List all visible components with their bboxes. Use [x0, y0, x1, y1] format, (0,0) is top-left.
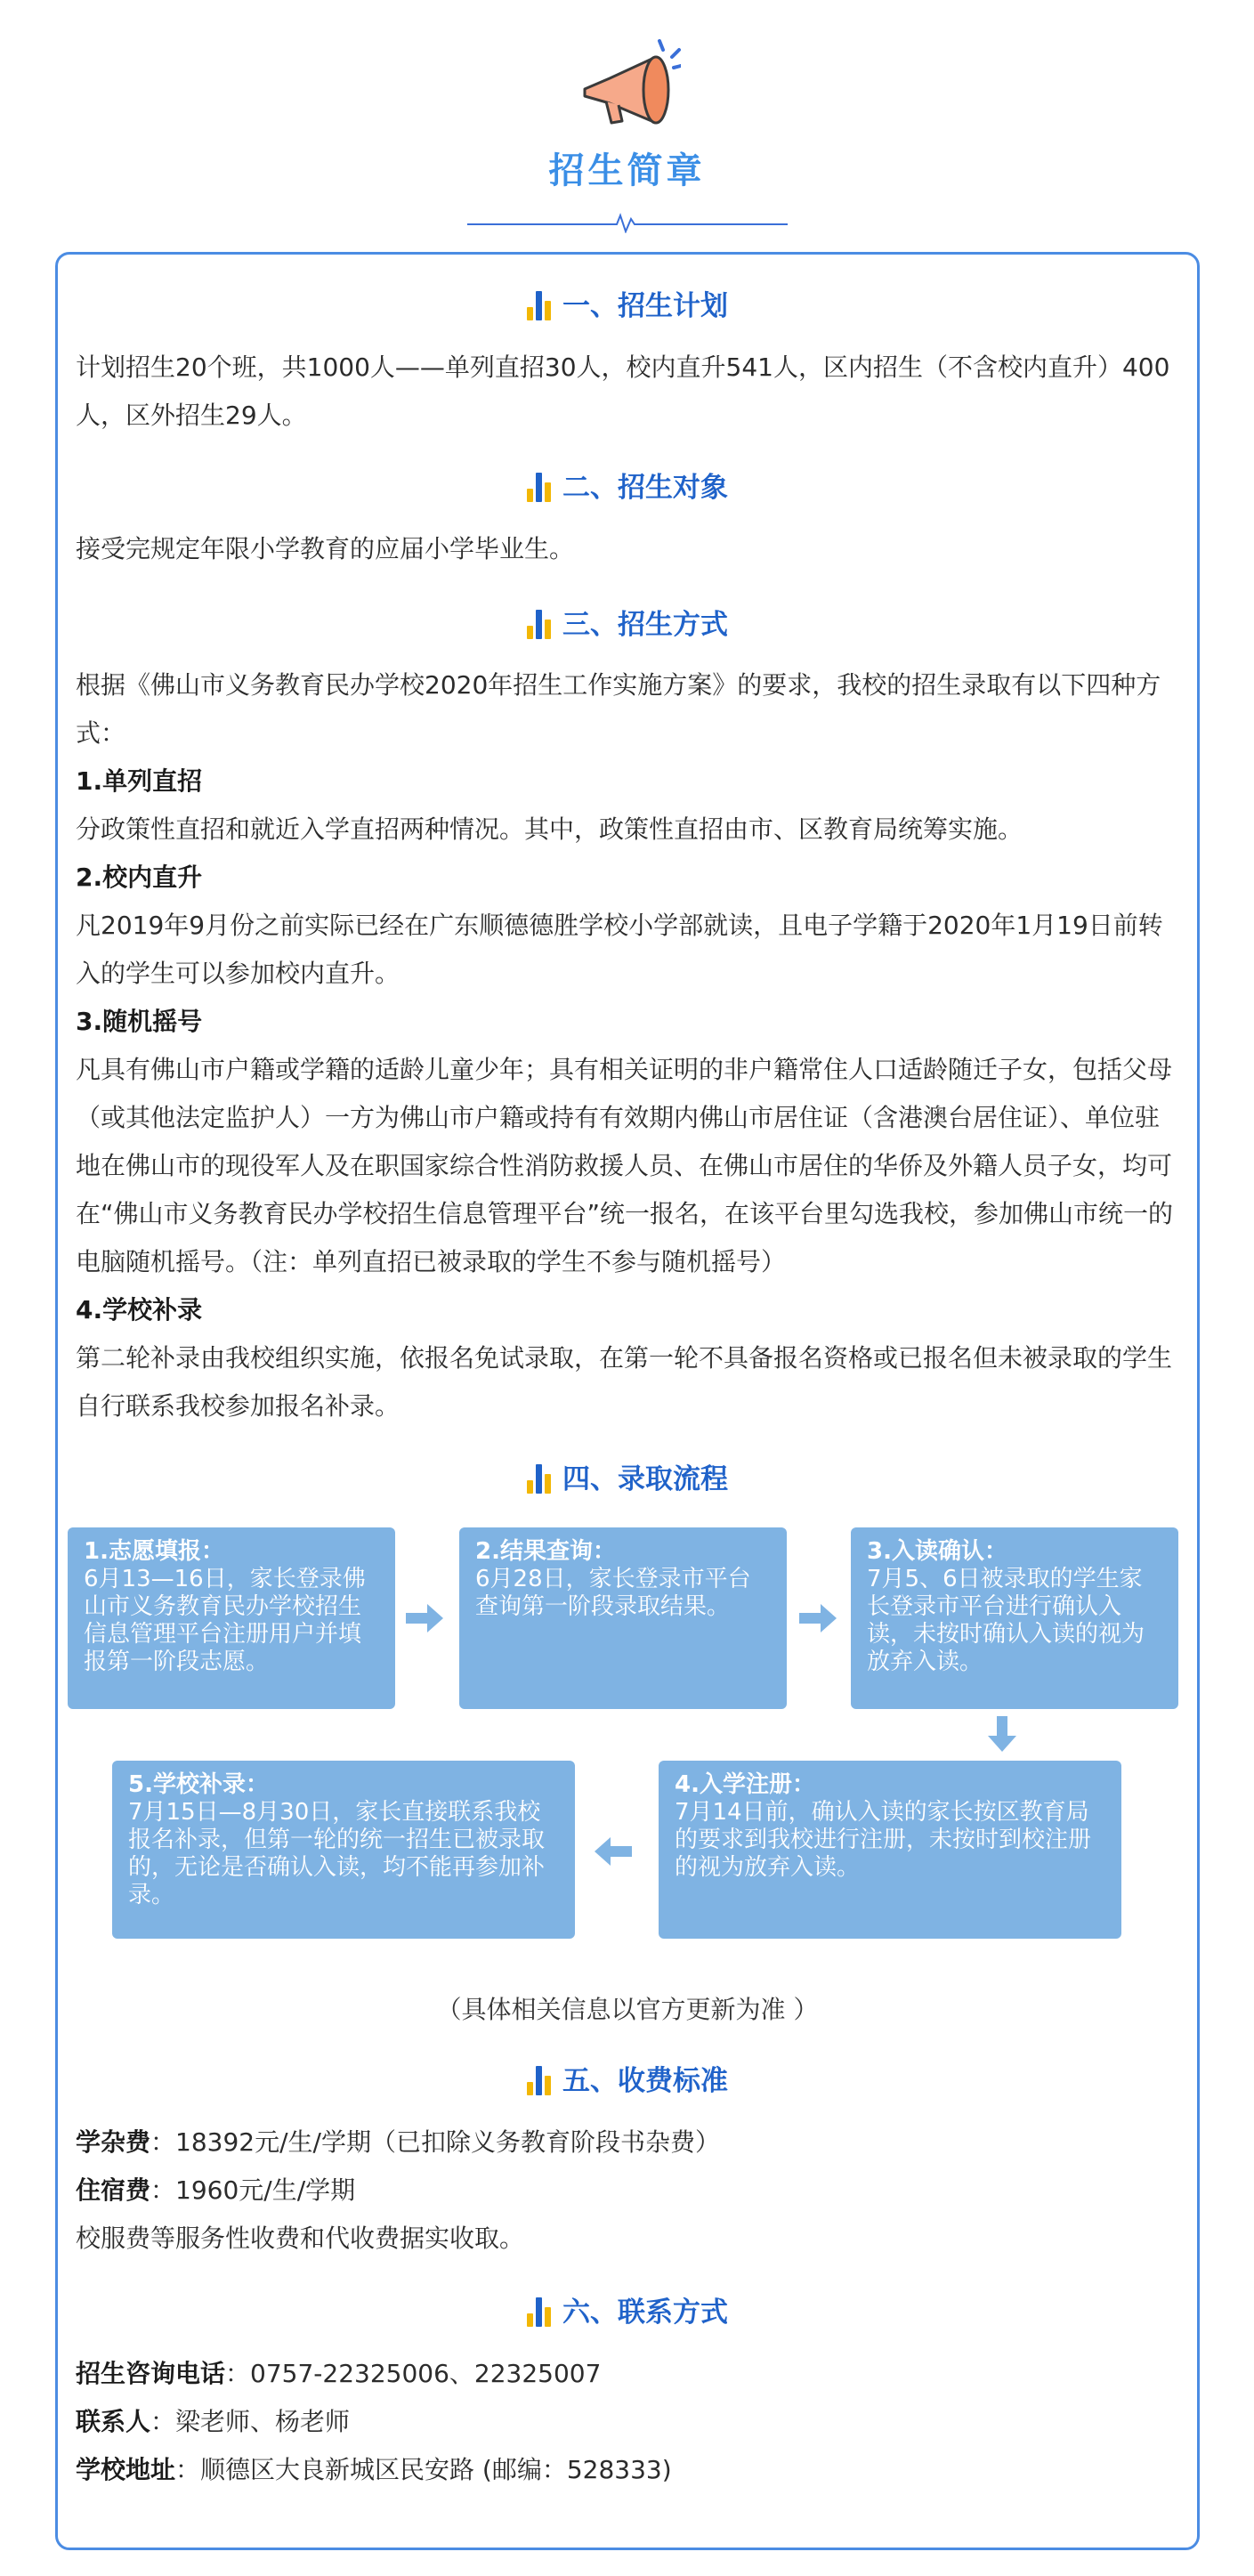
- method-heading-3: 3.随机摇号: [76, 1007, 203, 1036]
- method-text-3: 凡具有佛山市户籍或学籍的适龄儿童少年；具有相关证明的非户籍常住人口适龄随迁子女，包括父母（或其他法定监护人）一方为佛山市户籍或持有有效期内佛山市居住证（含港澳台居住证）、单位驻地在佛山市的现役军人及在职国家综合性消防救援人员、在佛山市居住的华侨及外籍人员子女，均可在“佛山市义务教育民办学校招生信息管理平台”统一报名，在该平台里勾选我校，参加佛山市统一的电脑随机摇号。（注：单列直招已被录取的学生不参与随机摇号）: [76, 1055, 1174, 1276]
- bar-chart-icon: [527, 2065, 554, 2095]
- flow-step-title: 3.入读确认：: [867, 1538, 1007, 1565]
- flow-step-text: 6月13—16日，家长登录佛山市义务教育民办学校招生信息管理平台注册用户并填报第一阶段志愿。: [84, 1566, 366, 1675]
- contact-phone: 招生咨询电话：0757-22325006、22325007: [76, 2359, 602, 2388]
- method-heading-1: 1.单列直招: [76, 766, 203, 796]
- section-title-target: 二、招生对象: [55, 468, 1200, 507]
- contact-address: 学校地址：顺德区大良新城区民安路 (邮编：528333): [76, 2455, 672, 2484]
- method-heading-4: 4.学校补录: [76, 1295, 203, 1324]
- arrow-right-icon: [797, 1602, 838, 1634]
- flow-step-title: 1.志愿填报：: [84, 1538, 224, 1565]
- fee-other: 校服费等服务性收费和代收费据实收取。: [76, 2224, 525, 2253]
- flow-step-2: [459, 1527, 787, 1709]
- flow-step-4: [659, 1761, 1121, 1939]
- bar-chart-icon: [527, 1463, 554, 1494]
- flow-step-1: [68, 1527, 395, 1709]
- flow-step-title: 5.学校补录：: [128, 1771, 269, 1798]
- fee-tuition: 学杂费：18392元/生/学期（已扣除义务教育阶段书杂费）: [76, 2127, 720, 2157]
- method-intro: 根据《佛山市义务教育民办学校2020年招生工作实施方案》的要求，我校的招生录取有以下四种方式：: [76, 670, 1161, 748]
- target-text: 接受完规定年限小学教育的应届小学毕业生。: [76, 534, 575, 563]
- bar-chart-icon: [527, 290, 554, 320]
- section-title-plan: 一、招生计划: [55, 287, 1200, 326]
- header-divider: [467, 212, 788, 233]
- flow-step-text: 7月5、6日被录取的学生家长登录市平台进行确认入读，未按时确认入读的视为放弃入读。: [867, 1566, 1145, 1675]
- arrow-down-icon: [986, 1714, 1018, 1754]
- arrow-right-icon: [404, 1602, 445, 1634]
- page-title: 招生简章: [548, 150, 706, 191]
- section-title-contact: 六、联系方式: [55, 2293, 1200, 2332]
- plan-text: 计划招生20个班，共1000人——单列直招30人，校内直升541人，区内招生（不含校内直升）400人，区外招生29人。: [76, 352, 1170, 430]
- flow-step-text: 6月28日，家长登录市平台查询第一阶段录取结果。: [475, 1566, 751, 1620]
- method-text-2: 凡2019年9月份之前实际已经在广东顺德德胜学校小学部就读，且电子学籍于2020年1月19日前转入的学生可以参加校内直升。: [76, 911, 1163, 988]
- bar-chart-icon: [527, 2297, 554, 2327]
- page-header: [0, 0, 1254, 240]
- bar-chart-icon: [527, 472, 554, 502]
- flow-step-5: [112, 1761, 575, 1939]
- contact-person: 联系人：梁老师、杨老师: [76, 2407, 351, 2436]
- arrow-left-icon: [593, 1835, 634, 1867]
- flow-step-3: [851, 1527, 1178, 1709]
- method-heading-2: 2.校内直升: [76, 863, 203, 892]
- flow-note: （具体相关信息以官方更新为准 ）: [436, 1995, 819, 2024]
- method-text-1: 分政策性直招和就近入学直招两种情况。其中，政策性直招由市、区教育局统筹实施。: [76, 814, 1023, 844]
- bar-chart-icon: [527, 609, 554, 639]
- megaphone-icon: [574, 37, 681, 135]
- fee-boarding: 住宿费：1960元/生/学期: [76, 2175, 356, 2205]
- section-title-method: 三、招生方式: [55, 605, 1200, 644]
- method-text-4: 第二轮补录由我校组织实施，依报名免试录取，在第一轮不具备报名资格或已报名但未被录取的学生自行联系我校参加报名补录。: [76, 1343, 1173, 1421]
- flow-step-title: 2.结果查询：: [475, 1538, 616, 1565]
- section-title-fees: 五、收费标准: [55, 2062, 1200, 2101]
- section-title-flow: 四、录取流程: [55, 1460, 1200, 1499]
- flow-step-text: 7月14日前，确认入读的家长按区教育局的要求到我校进行注册，未按时到校注册的视为放弃入读。: [675, 1799, 1092, 1881]
- flow-step-title: 4.入学注册：: [675, 1771, 815, 1798]
- flow-step-text: 7月15日—8月30日，家长直接联系我校报名补录，但第一轮的统一招生已被录取的，无论是否确认入读，均不能再参加补录。: [128, 1799, 546, 1908]
